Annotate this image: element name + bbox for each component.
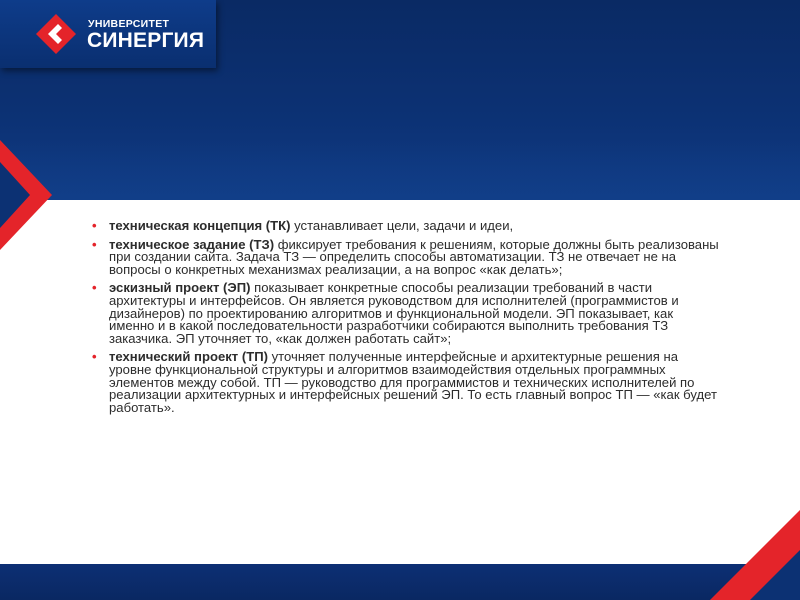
list-item: [90, 351, 720, 414]
definition-list: [90, 220, 720, 414]
bullet-dot-icon: •: [92, 349, 97, 365]
university-logo[interactable]: [0, 0, 216, 68]
logo-text-university: УНИВЕРСИТЕТ: [88, 18, 170, 30]
bullet-dot-icon: •: [92, 236, 97, 252]
logo-text-synergy: СИНЕРГИЯ: [87, 29, 205, 52]
red-chevron-decoration: [0, 140, 54, 250]
term-label: технический проект (ТП): [109, 349, 268, 365]
synergy-logo-icon: [36, 14, 76, 54]
term-description: фиксирует требования к решениям, которые должны быть реализованы при создании сайта. Задача ТЗ — определить способы автоматизации. ТЗ не отвечает не на вопросы о конкретных механизмах реализации, а на вопрос «как делать»;: [109, 236, 719, 277]
bullet-dot-icon: •: [92, 218, 97, 233]
list-item: [90, 220, 720, 233]
term-label: техническая концепция (ТК): [109, 218, 291, 233]
footer-band: [0, 564, 800, 600]
term-label: эскизный проект (ЭП): [109, 280, 251, 296]
term-description: устанавливает цели, задачи и идеи,: [290, 218, 514, 233]
list-item: [90, 282, 720, 345]
term-label: техническое задание (ТЗ): [109, 236, 275, 252]
slide-content: [90, 220, 720, 420]
term-description: уточняет полученные интерфейсные и архитектурные решения на уровне функциональной структуры и алгоритмов взаимодействия отдельных программных элементов между собой. ТП — руководство для программистов и технических исполнителей по реализации архитектурных и интерфейсных решений ЭП. То есть главный вопрос ТП — «как будет работать».: [109, 349, 717, 415]
list-item: [90, 236, 720, 277]
term-description: показывает конкретные способы реализации требований в части архитектуры и интерфейсов. Он является руководством для исполнителей (программистов и дизайнеров) по проектированию алгоритмов и функциональной модели. ЭП показывает, как именно и в какой последовательности разработчики собираются выполнить требования ТЗ заказчика. ЭП уточняет то, «как должен работать сайт»;: [109, 280, 679, 346]
bullet-dot-icon: •: [92, 280, 97, 296]
red-corner-arrow-decoration: [710, 510, 800, 600]
